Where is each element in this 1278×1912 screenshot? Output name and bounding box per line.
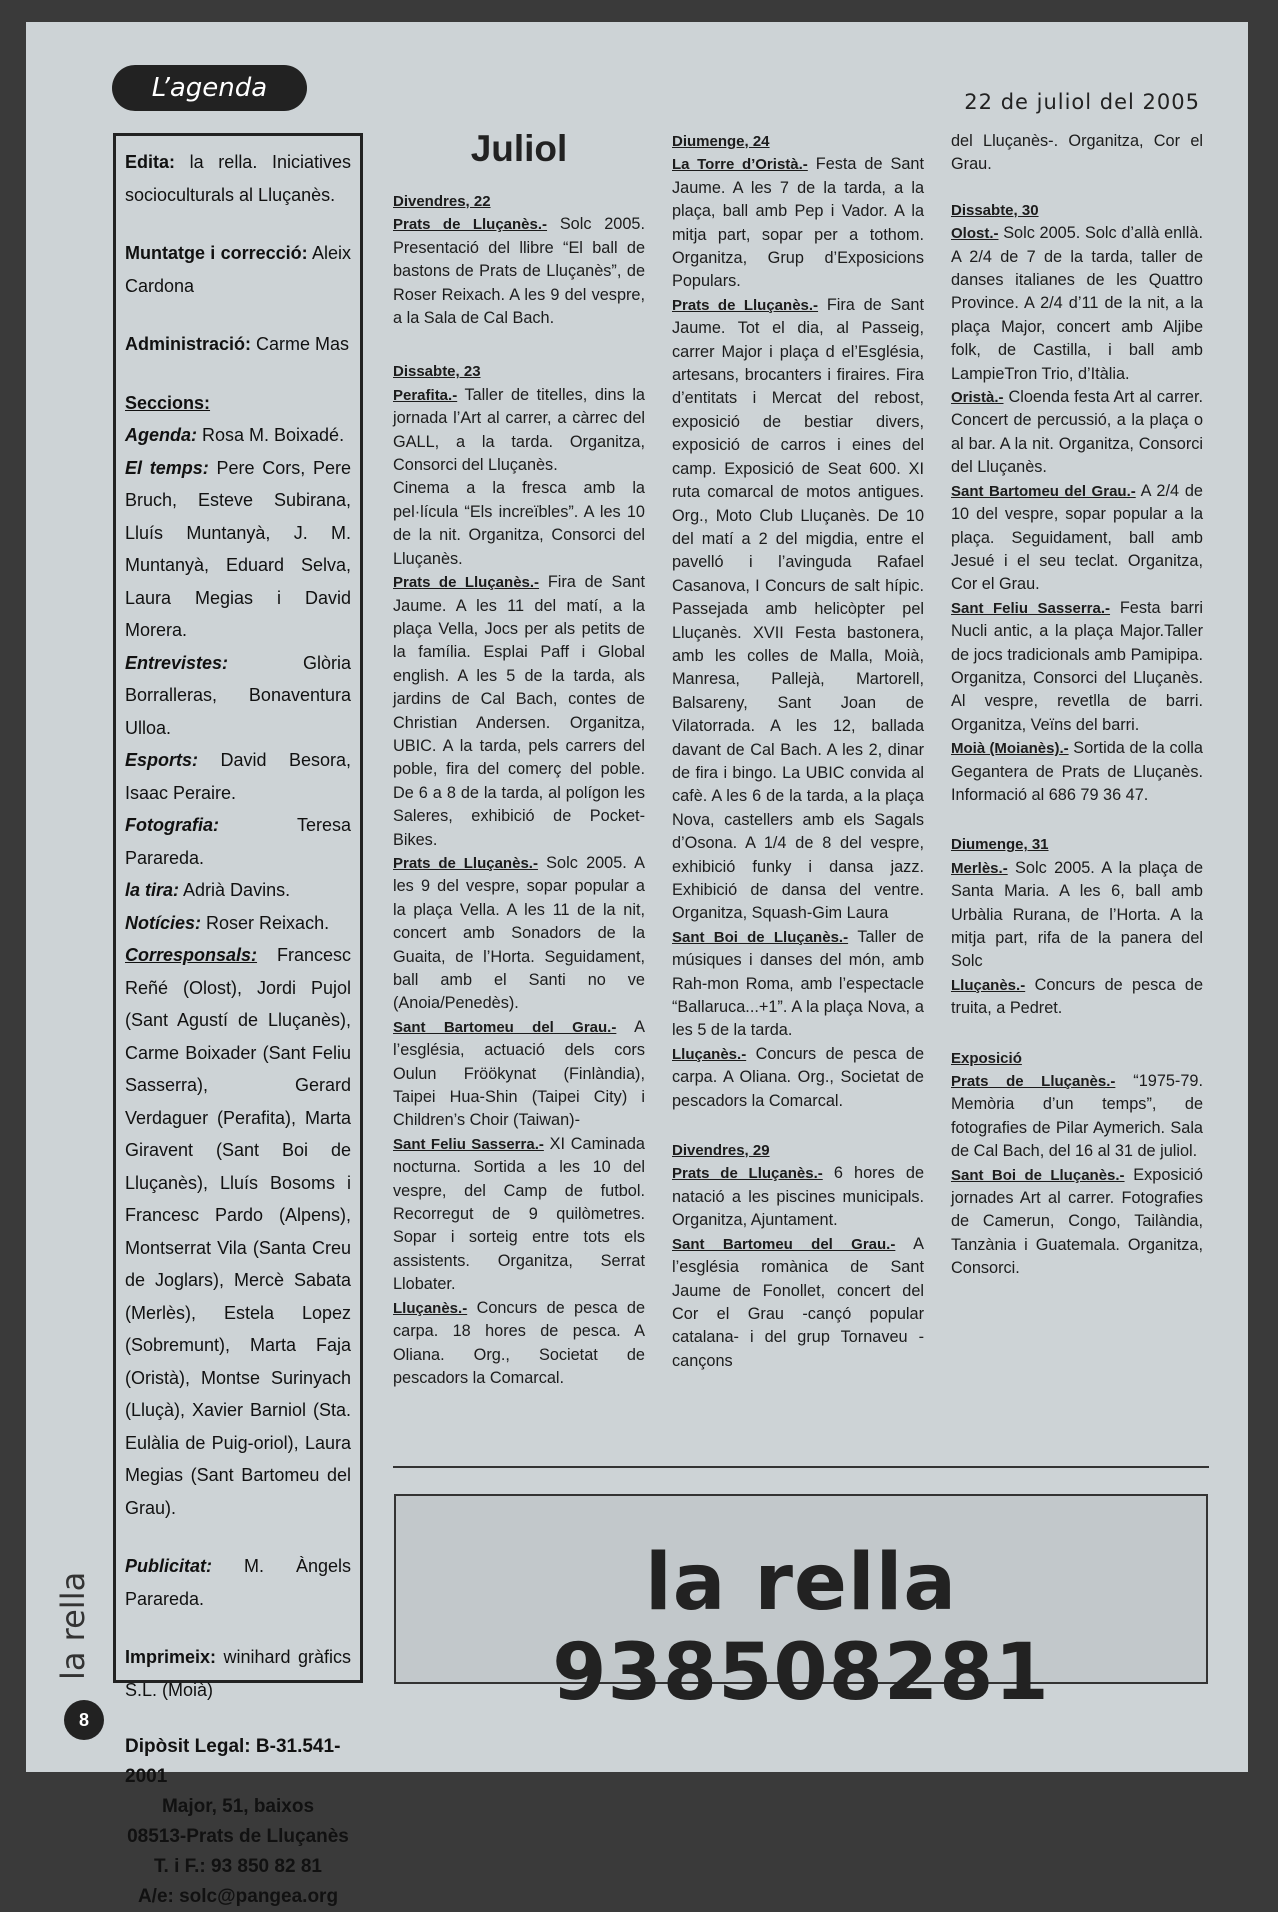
brand-vertical: la rella bbox=[54, 1571, 92, 1680]
address-line2: 08513-Prats de Lluçanès bbox=[127, 1826, 349, 1847]
credit-entrevistes: Entrevistes: Glòria Borralleras, Bonaventura Ulloa. bbox=[125, 652, 351, 738]
credit-fotografia: Fotografia: Teresa Parareda. bbox=[125, 815, 351, 868]
event: Prats de Lluçanès.- Solc 2005. Presentació del llibre “El ball de bastons de Prats de Lluçanès”, de Roser Reixach. A les 9 del vespre, a la Sala de Cal Bach. bbox=[393, 215, 645, 328]
credit-agenda: Agenda: Rosa M. Boixadé. bbox=[125, 425, 345, 445]
divider bbox=[393, 1466, 1209, 1468]
event: Sant Bartomeu del Grau.- A l’església romànica de Sant Jaume de Fonollet, concert del Cor el Grau -cançó popular catalana- i del grup Tornaveu -cançons bbox=[672, 1234, 925, 1370]
event: Moià (Moianès).- Sortida de la colla Gegantera de Prats de Lluçanès. Informació al 686 79 36 47. bbox=[951, 739, 1203, 804]
section-tag: L’agenda bbox=[112, 65, 307, 111]
credit-muntatge: Muntatge i correcció: Aleix Cardona bbox=[125, 243, 351, 296]
agenda-column-2 bbox=[672, 130, 924, 1373]
day-heading: Divendres, 22 bbox=[393, 193, 491, 210]
event: La Torre d’Oristà.- Festa de Sant Jaume. A les 7 de la tarda, a la plaça, ball amb Pep i Vador. A la mitja part, sopar per a tothom. Organitza, Grup d’Exposicions Populars. bbox=[672, 155, 924, 291]
credit-admin: Administració: Carme Mas bbox=[125, 334, 350, 354]
day-heading: Dissabte, 30 bbox=[951, 201, 1039, 219]
credits-box bbox=[113, 133, 363, 1907]
event: del Lluçanès-. Organitza, Cor el Grau. bbox=[951, 132, 1203, 174]
issue-date: 22 de juliol del 2005 bbox=[964, 90, 1200, 114]
credit-edita: Edita: la rella. Iniciatives socioculturals al Lluçanès. bbox=[125, 152, 351, 205]
event: Prats de Lluçanès.- “1975-79. Memòria d’un temps”, de fotografies de Pilar Aymerich. Sala de Cal Bach, del 16 al 31 de juliol. bbox=[951, 1072, 1203, 1161]
agenda-column-3 bbox=[951, 130, 1203, 1281]
page-number: 8 bbox=[64, 1700, 104, 1740]
credit-seccions: Seccions: bbox=[125, 392, 211, 413]
event: Sant Bartomeu del Grau.- A l’església, actuació dels cors Oulun Fröökynat (Finlàndia), Taipei Hua-Shin (Taipei City) i Children’s Choir (Taiwan)- bbox=[393, 1017, 646, 1130]
event: Sant Bartomeu del Grau.- A 2/4 de 10 del vespre, sopar popular a la plaça. Seguidament, ball amb Jesué i el seu teclat. Organitza, Cor el Grau. bbox=[951, 481, 1203, 594]
event: Cinema a la fresca amb la pel·lícula “Els increïbles”. A les 10 de la nit. Organitza, Consorci del Lluçanès. bbox=[393, 479, 645, 568]
event: Merlès.- Solc 2005. A la plaça de Santa Maria. A les 6, ball amb Urbàlia Rurana, de l’Horta. A la mitja part, rifa de la panera del Solc bbox=[951, 858, 1203, 971]
day-heading: Diumenge, 31 bbox=[951, 836, 1049, 854]
event: Sant Feliu Sasserra.- Festa barri Nucli antic, a la plaça Major.Taller de jocs tradicionals amb Pamipipa. Organitza, Consorci del Lluçanès. Al vespre, revetlla de barri. Organitza, Veïns del barri. bbox=[951, 598, 1203, 734]
day-heading: Dissabte, 23 bbox=[393, 363, 481, 381]
event: Lluçanès.- Concurs de pesca de carpa. A Oliana. Org., Societat de pescadors la Comarcal. bbox=[672, 1044, 924, 1110]
event: Prats de Lluçanès.- Fira de Sant Jaume. Tot el dia, al Passeig, carrer Major i plaça d el’Església, artesans, brocanters i firaires. Fira d’entitats i Mercat del rebost, exposició de bestiar divers, exposició de carros i eines del camp. Exposició de Seat 600. XI ruta comarcal de motos antigues. Org., Moto Club Lluçanès. De 10 del matí a 2 del migdia, entre el pavelló i l’avinguda Rafael Casanova, I Concurs de salt hípic. Passejada amb helicòpter pel Lluçanès. XVII Festa bastonera, amb les colles de Malla, Moià, Manresa, Pallejà, Martorell, Balsareny, Sant Joan de Vilatorrada. A les 12, ballada davant de Cal Bach. A les 2, dinar de fira i bingo. La UBIC convida al cafè. A les 6 de la tarda, a la plaça Nova, castellers amb els Sagals d’Osona. A 1/4 de 8 del vespre, exhibició funky i dansa jazz. Exhibició de dansa del ventre. Organitza, Squash-Gim Laura bbox=[672, 295, 924, 923]
credit-corresponsals: Corresponsals: Francesc Reñé (Olost), Jordi Pujol (Sant Agustí de Lluçanès), Carme Boixader (Sant Feliu Sasserra), Gerard Verdaguer (Perafita), Marta Giravent (Sant Boi de Lluçanès), Lluís Bosoms i Francesc Pardo (Alpens), Montserrat Vila (Santa Creu de Joglars), Mercè Sabata (Merlès), Estela Lopez (Sobremunt), Marta Faja (Oristà), Montse Surinyach (Lluçà), Xavier Barniol (Sta. Eulàlia de Puig-oriol), Laura Megias (Sant Bartomeu del Grau). bbox=[125, 945, 351, 1518]
month-title: Juliol bbox=[470, 128, 568, 169]
event: Prats de Lluçanès.- Solc 2005. A les 9 del vespre, sopar popular a la plaça Vella. A les 11 de la nit, concert amb Sonadors de la Guaita, de l’Horta. Seguidament, ball amb el Santi no ve (Anoia/Penedès). bbox=[393, 853, 645, 1013]
phone: T. i F.: 93 850 82 81 bbox=[154, 1856, 322, 1877]
event: Perafita.- Taller de titelles, dins la jornada l’Art al carrer, a càrrec del GALL, a la tarda. Organitza, Consorci del Lluçanès. bbox=[393, 385, 645, 475]
event: Sant Boi de Lluçanès.- Exposició jornades Art al carrer. Fotografies de Camerun, Congo, Tailàndia, Tanzània i Guatemala. Organitza, Consorci. bbox=[951, 1165, 1203, 1278]
day-heading: Exposició bbox=[951, 1049, 1022, 1067]
contact-block bbox=[125, 1732, 351, 1912]
day-heading: Diumenge, 24 bbox=[672, 133, 770, 150]
event: Lluçanès.- Concurs de pesca de truita, a Pedret. bbox=[951, 975, 1203, 1018]
credit-diposit: Dipòsit Legal: B-31.541-2001 bbox=[125, 1736, 341, 1787]
event: Prats de Lluçanès.- Fira de Sant Jaume. A les 11 del matí, a la plaça Vella, Jocs per als petits de la família. Esplai Paff i Global english. A les 5 de la tarda, als jardins de Cal Bach, contes de Christian Andersen. Organitza, UBIC. A la tarda, pels carrers del poble, fira del comerç del poble. De 6 a 8 de la tarda, al polígon les Saleres, exhibició de Pocket-Bikes. bbox=[393, 573, 645, 849]
event: Sant Feliu Sasserra.- XI Caminada nocturna. Sortida a les 10 del vespre, del Camp de futbol. Recorregut de 9 quilòmetres. Sopar i sorteig entre tots els assistents. Organitza, Serrat Llobater. bbox=[393, 1134, 645, 1294]
event: Prats de Lluçanès.- 6 hores de natació a les piscines municipals. Organitza, Ajuntament. bbox=[672, 1164, 924, 1230]
advertisement bbox=[394, 1494, 1208, 1718]
event: Lluçanès.- Concurs de pesca de carpa. 18 hores de pesca. A Oliana. Org., Societat de pescadors la Comarcal. bbox=[393, 1298, 645, 1387]
credit-temps: El temps: Pere Cors, Pere Bruch, Esteve Subirana, Lluís Muntanyà, J. M. Muntanyà, Eduard Selva, Laura Megias i David Morera. bbox=[125, 457, 351, 640]
day-heading: Divendres, 29 bbox=[672, 1142, 770, 1160]
event: Oristà.- Cloenda festa Art al carrer. Concert de percussió, a la plaça o al bar. A la nit. Organitza, Consorci del Lluçanès. bbox=[951, 388, 1203, 477]
ad-text: la rella 938508281 bbox=[552, 1538, 1050, 1718]
credit-esports: Esports: David Besora, Isaac Peraire. bbox=[125, 750, 351, 803]
event: Sant Boi de Lluçanès.- Taller de músiques i danses del món, amb Rah-mon Roma, amb l’espectacle “Ballaruca...+1”. A la plaça Nova, a les 5 de la tarda. bbox=[672, 927, 924, 1040]
credit-imprimeix: Imprimeix: winihard gràfics S.L. (Moià) bbox=[125, 1647, 351, 1700]
email[interactable]: A/e: solc@pangea.org bbox=[137, 1886, 339, 1907]
credit-tira: la tira: Adrià Davins. bbox=[125, 880, 291, 900]
credit-publicitat: Publicitat: M. Àngels Parareda. bbox=[125, 1556, 351, 1609]
agenda-column-1 bbox=[393, 190, 645, 1390]
credit-noticies: Notícies: Roser Reixach. bbox=[125, 912, 330, 933]
address-line1: Major, 51, baixos bbox=[161, 1796, 315, 1817]
event: Olost.- Solc 2005. Solc d’allà enllà. A 2/4 de 7 de la tarda, taller de danses italianes de les Quattro Province. A 2/4 d’11 de la nit, a la plaça Major, concert amb Aljibe folk, de Castilla, i ball amb LampieTron Trio, d’Itàlia. bbox=[951, 224, 1203, 383]
